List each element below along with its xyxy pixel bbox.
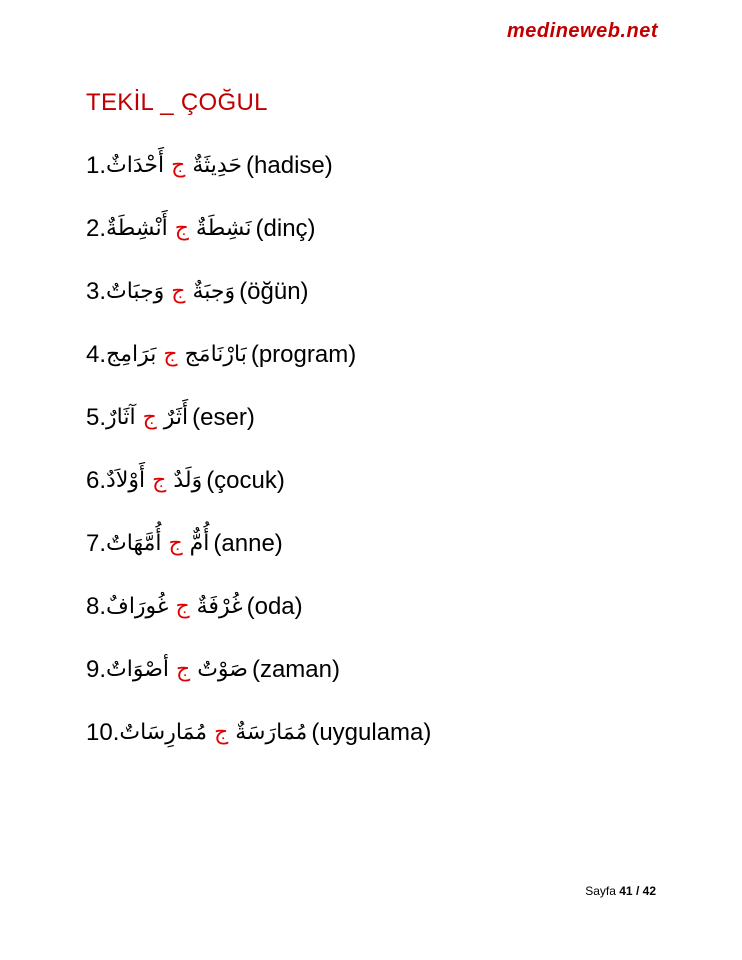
plural-separator: ج xyxy=(214,720,229,745)
plural-word: أَحْدَاثٌ xyxy=(106,153,165,178)
plural-word: وَجبَاتٌ xyxy=(106,279,165,304)
meaning: (uygulama) xyxy=(311,719,432,746)
item-number: 3. xyxy=(86,278,107,305)
list-item xyxy=(86,714,431,777)
plural-separator: ج xyxy=(171,153,186,178)
arabic-word-pair xyxy=(106,273,239,311)
meaning: (hadise) xyxy=(246,152,333,179)
list-item xyxy=(86,210,431,273)
meaning: (anne) xyxy=(213,530,283,557)
arabic-word-pair xyxy=(106,525,213,563)
list-item xyxy=(86,462,431,525)
arabic-word-pair xyxy=(106,336,251,374)
singular-word: نَشِطَةٌ xyxy=(195,216,252,241)
item-number: 1. xyxy=(86,152,107,179)
plural-separator: ج xyxy=(163,342,178,367)
item-number: 5. xyxy=(86,404,107,431)
plural-word: أصْوَاتٌ xyxy=(106,657,169,682)
meaning: (çocuk) xyxy=(206,467,285,494)
list-item xyxy=(86,651,431,714)
meaning: (zaman) xyxy=(251,656,340,683)
item-number: 10. xyxy=(86,719,120,746)
list-item xyxy=(86,273,431,336)
singular-word: مُمَارَسَةٌ xyxy=(235,720,308,745)
page-label: Sayfa xyxy=(585,884,616,898)
plural-separator: ج xyxy=(171,279,186,304)
plural-separator: ج xyxy=(175,594,190,619)
singular-word: أُمٌّ xyxy=(189,531,210,556)
plural-word: مُمَارِسَاتٌ xyxy=(119,720,208,745)
arabic-word-pair xyxy=(106,588,247,626)
meaning: (program) xyxy=(250,341,357,368)
page-separator: / xyxy=(635,884,640,898)
plural-word: أُمَّهَاتٌ xyxy=(106,531,162,556)
singular-word: بَارْنَامَج xyxy=(184,342,247,367)
singular-word: أَثَرٌ xyxy=(163,405,189,430)
singular-word: وَجبَةٌ xyxy=(192,279,236,304)
item-number: 6. xyxy=(86,467,107,494)
meaning: (dinç) xyxy=(255,215,316,242)
arabic-word-pair xyxy=(119,714,311,752)
item-number: 4. xyxy=(86,341,107,368)
current-page: 41 xyxy=(619,884,633,898)
plural-word: أَنْشِطَةٌ xyxy=(106,216,168,241)
site-name: medineweb.net xyxy=(507,20,658,42)
list-item xyxy=(86,399,431,462)
arabic-word-pair xyxy=(106,399,192,437)
singular-word: صَوْتٌ xyxy=(197,657,248,682)
plural-separator: ج xyxy=(168,531,183,556)
singular-word: وَلَدٌ xyxy=(173,468,203,493)
vocabulary-list xyxy=(86,147,431,777)
plural-separator: ج xyxy=(152,468,167,493)
meaning: (oda) xyxy=(246,593,303,620)
item-number: 7. xyxy=(86,530,107,557)
arabic-word-pair xyxy=(106,147,246,185)
singular-word: غُرْفَةٌ xyxy=(196,594,243,619)
arabic-word-pair xyxy=(106,210,256,248)
plural-word: أَوْلاَدٌ xyxy=(106,468,146,493)
list-item xyxy=(86,525,431,588)
list-item xyxy=(86,336,431,399)
singular-word: حَدِيثَةٌ xyxy=(192,153,243,178)
plural-separator: ج xyxy=(176,657,191,682)
arabic-word-pair xyxy=(106,651,252,689)
meaning: (öğün) xyxy=(239,278,309,305)
total-pages: 42 xyxy=(642,884,656,898)
meaning: (eser) xyxy=(192,404,255,431)
plural-word: بَرَامِج xyxy=(106,342,157,367)
plural-separator: ج xyxy=(174,216,189,241)
plural-separator: ج xyxy=(142,405,157,430)
item-number: 8. xyxy=(86,593,107,620)
page-footer xyxy=(585,884,656,898)
arabic-word-pair xyxy=(106,462,206,500)
item-number: 2. xyxy=(86,215,107,242)
list-item xyxy=(86,147,431,210)
page-title: TEKİL _ ÇOĞUL xyxy=(86,89,268,116)
plural-word: غُورَافٌ xyxy=(106,594,169,619)
item-number: 9. xyxy=(86,656,107,683)
list-item xyxy=(86,588,431,651)
plural-word: آثَارٌ xyxy=(106,405,136,430)
